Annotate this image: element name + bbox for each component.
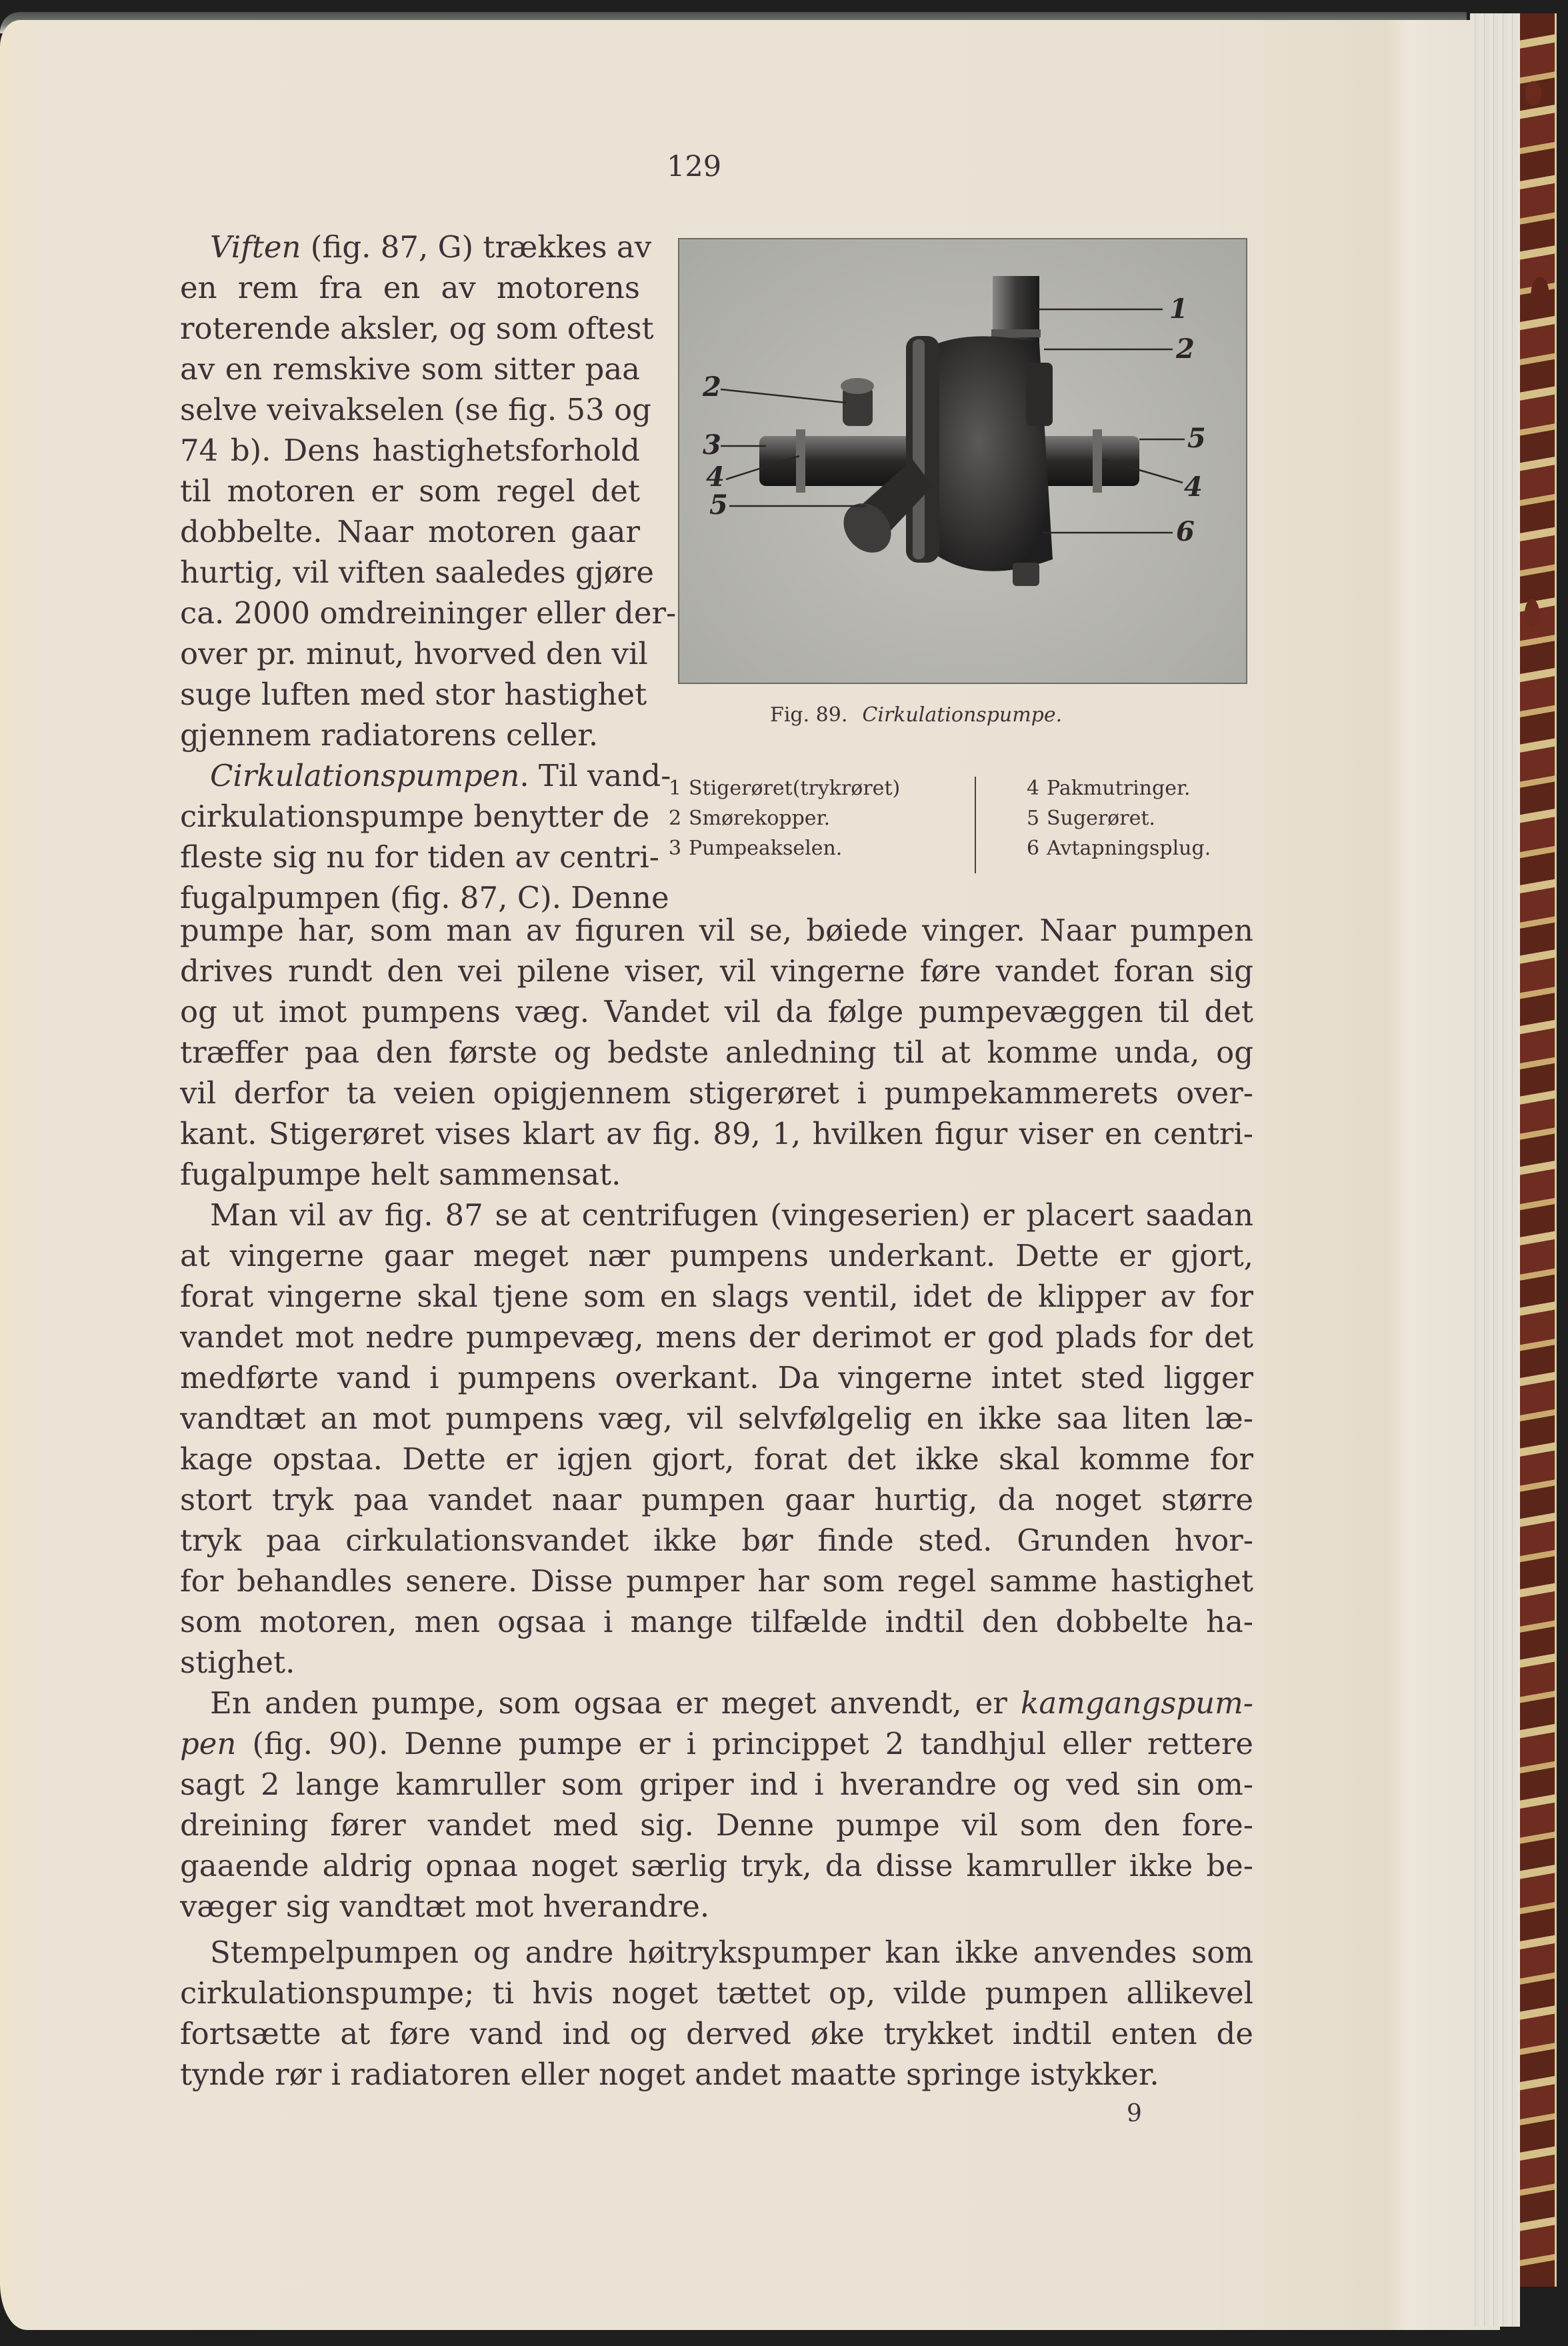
- text-line: [180, 471, 640, 511]
- line-text: cirkulationspumpe benytter de: [180, 799, 650, 834]
- line-text: fleste sig nu for tiden av centri-: [180, 839, 659, 875]
- text-line: [180, 1642, 1253, 1683]
- figure-legend-left: [669, 773, 900, 863]
- callout-5-left: 5: [709, 489, 728, 521]
- text-line: [180, 1561, 1253, 1601]
- figure-title: Cirkulationspumpe.: [862, 703, 1063, 727]
- figure-caption: [770, 703, 1062, 727]
- line-text: hurtig, vil viften saaledes gjøre: [180, 555, 654, 590]
- figure-pump-photo: [678, 238, 1247, 684]
- legend-item: [1027, 803, 1211, 833]
- line-text: 74 b). Dens hastighetsforhold: [180, 433, 640, 468]
- line-text: at vingerne gaar meget nær pumpens underkant. Dette er gjort,: [180, 1238, 1253, 1273]
- text-line: [180, 1398, 1253, 1439]
- line-text: gaaende aldrig opnaa noget særlig tryk, da disse kamruller ikke be-: [180, 1848, 1253, 1883]
- text-line: [180, 1154, 1253, 1195]
- italic-term: Cirkulationspumpen: [210, 758, 520, 793]
- callout-4-left: 4: [706, 461, 725, 493]
- legend-label: Smørekopper.: [689, 807, 831, 830]
- line-text: tryk paa cirkulationsvandet ikke bør finde sted. Grunden hvor-: [180, 1523, 1253, 1558]
- text-line: [180, 1764, 1253, 1805]
- figure-legend-right: [1027, 773, 1211, 863]
- page-number: 129: [667, 150, 722, 183]
- line-text: av en remskive som sitter paa: [180, 351, 640, 387]
- legend-label: Pumpeakselen.: [689, 837, 843, 860]
- text-line: [180, 837, 659, 877]
- callout-1: 1: [1169, 293, 1188, 325]
- line-text: til motoren er som regel det: [180, 473, 640, 509]
- line-text: vandtæt an mot pumpens væg, vil selvfølgelig en ikke saa liten læ-: [180, 1401, 1253, 1436]
- text-line: [180, 674, 647, 715]
- legend-item: [1027, 833, 1211, 863]
- legend-number: 1: [669, 777, 682, 800]
- text-line: [180, 593, 677, 633]
- body-text: [180, 910, 1253, 2095]
- text-line: [180, 511, 640, 552]
- text-line: [180, 1973, 1253, 2013]
- line-text: kant. Stigerøret vises klart av fig. 89, 1, hvilken figur viser en centri-: [180, 1116, 1253, 1151]
- text-line: [180, 430, 640, 471]
- text-line: [180, 715, 640, 755]
- line-text: kage opstaa. Dette er igjen gjort, forat det ikke skal komme for: [180, 1441, 1253, 1477]
- text-line: [180, 1073, 1253, 1113]
- line-text: som motoren, men ogsaa i mange tilfælde indtil den dobbelte ha-: [180, 1604, 1253, 1639]
- signature-mark: 9: [1127, 2100, 1142, 2127]
- callout-4-right: 4: [1184, 471, 1203, 503]
- text-line: [180, 1886, 1253, 1927]
- line-text: træffer paa den første og bedste anledning til at komme unda, og: [180, 1035, 1253, 1070]
- text-line: [180, 1805, 1253, 1845]
- line-text: pumpe har, som man av figuren vil se, bøiede vinger. Naar pumpen: [180, 913, 1253, 948]
- text-line: [180, 1276, 1253, 1317]
- line-text: suge luften med stor hastighet: [180, 677, 647, 712]
- text-line: [180, 1032, 1253, 1073]
- line-text: drives rundt den vei pilene viser, vil vingerne føre vandet foran sig: [180, 953, 1253, 989]
- text-line: [180, 349, 640, 389]
- text-line: [180, 1113, 1253, 1154]
- callout-3: 3: [703, 429, 721, 461]
- legend-item: [669, 773, 900, 803]
- line-text: væger sig vandtæt mot hverandre.: [180, 1889, 710, 1924]
- intro-column: [180, 227, 677, 918]
- text-line: [180, 1479, 1253, 1520]
- callout-5-right: 5: [1187, 423, 1206, 454]
- text-line: [180, 951, 1253, 991]
- line-text: stort tryk paa vandet naar pumpen gaar hurtig, da noget større: [180, 1482, 1253, 1517]
- oil-cup-right: [1026, 363, 1053, 426]
- line-text: (fig. 90). Denne pumpe er i princippet 2 tandhjul eller rettere: [236, 1726, 1253, 1761]
- line-text: stighet.: [180, 1645, 295, 1680]
- italic-term: pen: [180, 1726, 237, 1761]
- legend-divider: [975, 777, 976, 873]
- line-text: forat vingerne skal tjene som en slags ventil, idet de klipper av for: [180, 1279, 1253, 1314]
- text-line: [180, 2054, 1253, 2095]
- callout-6: 6: [1176, 516, 1195, 547]
- text-line: [180, 1723, 1253, 1764]
- italic-term: kamgangspum-: [1021, 1685, 1253, 1721]
- line-text: fortsætte at føre vand ind og derved øke trykket indtil enten de: [180, 2016, 1253, 2051]
- text-line: [180, 1195, 1253, 1235]
- text-line: [180, 1317, 1253, 1357]
- pump-illustration: [679, 239, 1246, 683]
- callout-2-left: 2: [703, 371, 721, 403]
- line-text: Man vil av fig. 87 se at centrifugen (vingeserien) er placert saadan: [210, 1197, 1253, 1233]
- line-text: vandet mot nedre pumpevæg, mens der derimot er god plads for det: [180, 1319, 1253, 1355]
- line-text: over pr. minut, hvorved den vil: [180, 636, 648, 671]
- text-line: [180, 1601, 1253, 1642]
- line-text: sagt 2 lange kamruller som griper ind i hverandre og ved sin om-: [180, 1767, 1253, 1802]
- text-line: [180, 552, 654, 593]
- line-text: dreining fører vandet med sig. Denne pumpe vil som den fore-: [180, 1807, 1253, 1843]
- legend-label: Avtapningsplug.: [1047, 837, 1211, 860]
- text-line: [180, 1235, 1253, 1276]
- legend-label: Stigerøret(trykrøret): [689, 777, 901, 800]
- text-line: [180, 1932, 1253, 1973]
- line-text: cirkulationspumpe; ti hvis noget tættet op, vilde pumpen allikevel: [180, 1975, 1253, 2011]
- text-line: [180, 389, 651, 430]
- text-line: [180, 1439, 1253, 1479]
- text-line: [180, 796, 650, 837]
- legend-item: [669, 803, 900, 833]
- page-edges: [1470, 13, 1520, 2327]
- drain-plug: [1013, 563, 1039, 586]
- legend-number: 6: [1027, 837, 1040, 860]
- text-line: [180, 755, 671, 796]
- italic-term: Viften: [210, 229, 301, 265]
- text-line: [180, 910, 1253, 951]
- line-text: fugalpumpe helt sammensat.: [180, 1157, 621, 1192]
- callout-2-right: 2: [1176, 333, 1195, 365]
- line-text: for behandles senere. Disse pumper har som regel samme hastighet: [180, 1563, 1253, 1599]
- line-text: fugalpumpen (fig. 87, C). Denne: [180, 880, 669, 915]
- line-text: selve veivakselen (se fig. 53 og: [180, 392, 651, 427]
- legend-label: Sugerøret.: [1047, 807, 1155, 830]
- line-text: og ut imot pumpens væg. Vandet vil da følge pumpevæggen til det: [180, 994, 1253, 1029]
- legend-number: 5: [1027, 807, 1040, 830]
- text-line: [180, 1683, 1253, 1723]
- figure-number: Fig. 89.: [770, 703, 848, 727]
- line-text: dobbelte. Naar motoren gaar: [180, 514, 640, 549]
- legend-item: [669, 833, 900, 863]
- line-text: roterende aksler, og som oftest: [180, 311, 654, 346]
- legend-label: Pakmutringer.: [1047, 777, 1191, 800]
- marbled-cover: [1520, 13, 1557, 2287]
- text-line: [180, 2013, 1253, 2054]
- legend-number: 2: [669, 807, 682, 830]
- line-text: tynde rør i radiatoren eller noget andet maatte springe istykker.: [180, 2057, 1159, 2092]
- text-line: [180, 633, 648, 674]
- line-text: . Til vand-: [519, 758, 671, 793]
- legend-number: 3: [669, 837, 682, 860]
- line-text: Stempelpumpen og andre høitrykspumper kan ikke anvendes som: [210, 1935, 1253, 1970]
- line-text: gjennem radiatorens celler.: [180, 717, 599, 753]
- text-line: [180, 1357, 1253, 1398]
- line-text: medførte vand i pumpens overkant. Da vingerne intet sted ligger: [180, 1360, 1253, 1395]
- line-text: (fig. 87, G) trækkes av: [301, 229, 652, 265]
- text-line: [180, 1520, 1253, 1561]
- text-line: [180, 991, 1253, 1032]
- line-text: vil derfor ta veien opigjennem stigerøret i pumpekammerets over-: [180, 1075, 1253, 1111]
- text-line: [180, 267, 640, 308]
- text-line: [180, 227, 652, 267]
- line-text: en rem fra en av motorens: [180, 270, 640, 305]
- line-text: En anden pumpe, som ogsaa er meget anvendt, er: [210, 1685, 1021, 1721]
- legend-item: [1027, 773, 1211, 803]
- pump-shaft-right: [1039, 436, 1139, 486]
- text-line: [180, 1845, 1253, 1886]
- legend-number: 4: [1027, 777, 1040, 800]
- line-text: ca. 2000 omdreininger eller der-: [180, 595, 677, 631]
- text-line: [180, 308, 654, 349]
